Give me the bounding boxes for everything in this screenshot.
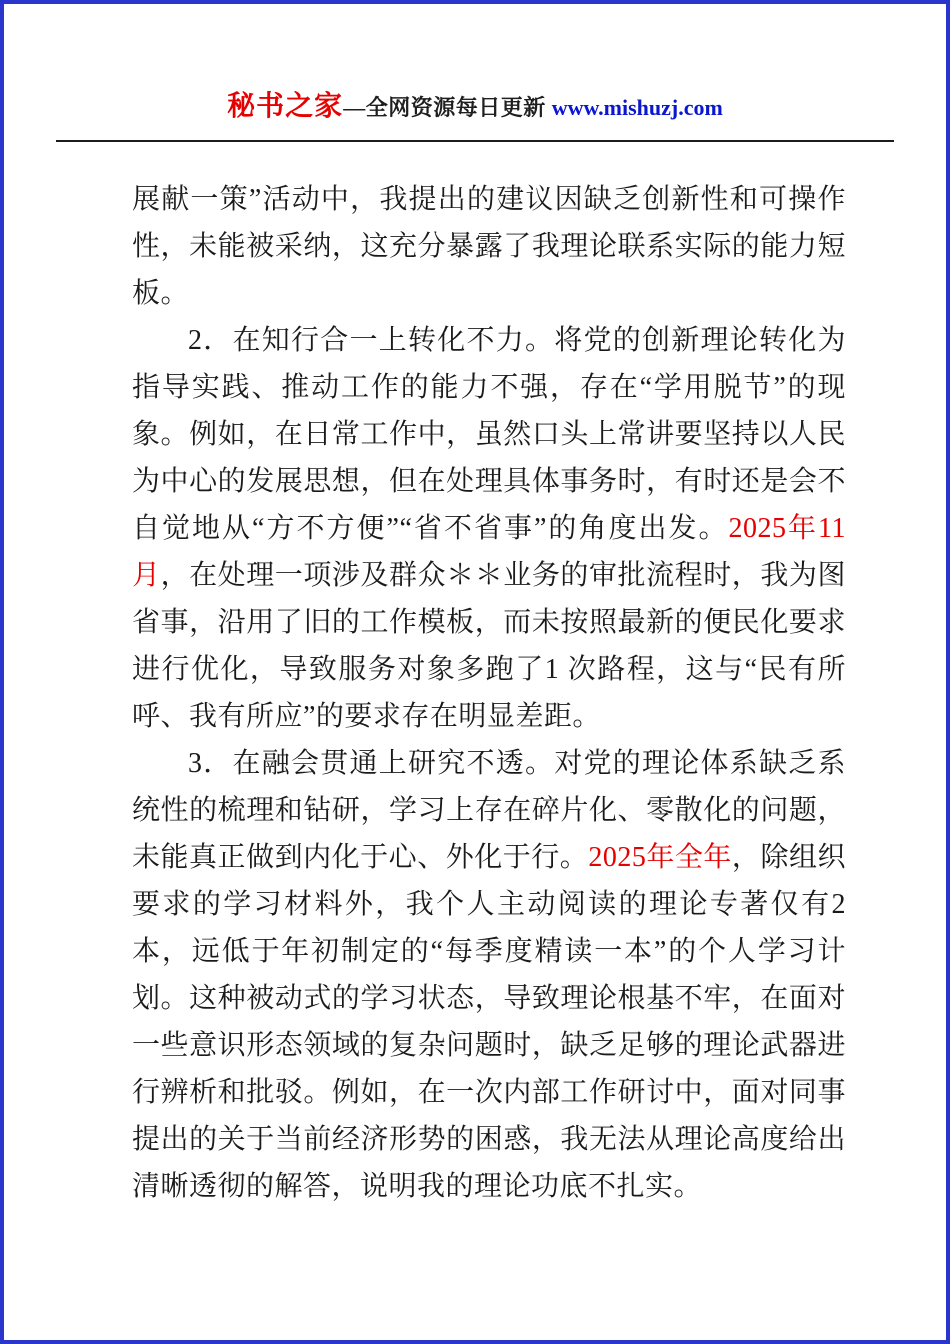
paragraph-continuation bbox=[132, 176, 846, 317]
paragraph-text: ，除组织要求的学习材料外，我个人主动阅读的理论专著仅有2 本，远低于年初制定的“每季度精读一本”的个人学习计划。这种被动式的学习状态，导致理论根基不牢，在面对一些意识形态领域的复杂问题时，缺乏足够的理论武器进行辨析和批驳。例如，在一次内部工作研讨中，面对同事提出的关于当前经济形势的困惑，我无法从理论高度给出清晰透彻的解答，说明我的理论功底不扎实。 bbox=[132, 842, 846, 1202]
header-divider bbox=[56, 140, 894, 142]
date-highlight: 2025年11月 bbox=[132, 513, 846, 591]
paragraph-text: ，在处理一项涉及群众＊＊业务的审批流程时，我为图省事，沿用了旧的工作模板，而未按照最新的便民化要求进行优化，导致服务对象多跑了1 次路程，这与“民有所呼、我有所应”的要求存在明显差距。 bbox=[132, 560, 846, 732]
site-url-link[interactable]: www.mishuzj.com bbox=[551, 95, 723, 120]
document-body bbox=[132, 176, 846, 1210]
paragraph-text: 3．在融会贯通上研究不透。对党的理论体系缺乏系统性的梳理和钻研，学习上存在碎片化、零散化的问题，未能真正做到内化于心、外化于行。 bbox=[132, 748, 846, 873]
site-brand: 秘书之家 bbox=[227, 91, 344, 122]
paragraph-3 bbox=[132, 740, 846, 1210]
paragraph-text: 2．在知行合一上转化不力。将党的创新理论转化为指导实践、推动工作的能力不强，存在“学用脱节”的现象。例如，在日常工作中，虽然口头上常讲要坚持以人民为中心的发展思想，但在处理具体事务时，有时还是会不自觉地从“方不方便”“省不省事”的角度出发。 bbox=[132, 325, 846, 544]
site-header bbox=[4, 84, 946, 124]
paragraph-text: 展献一策”活动中，我提出的建议因缺乏创新性和可操作性，未能被采纳，这充分暴露了我理论联系实际的能力短板。 bbox=[132, 184, 846, 309]
date-highlight: 2025年全年 bbox=[588, 842, 732, 873]
site-tagline: —全网资源每日更新 bbox=[343, 95, 552, 120]
paragraph-2 bbox=[132, 317, 846, 740]
